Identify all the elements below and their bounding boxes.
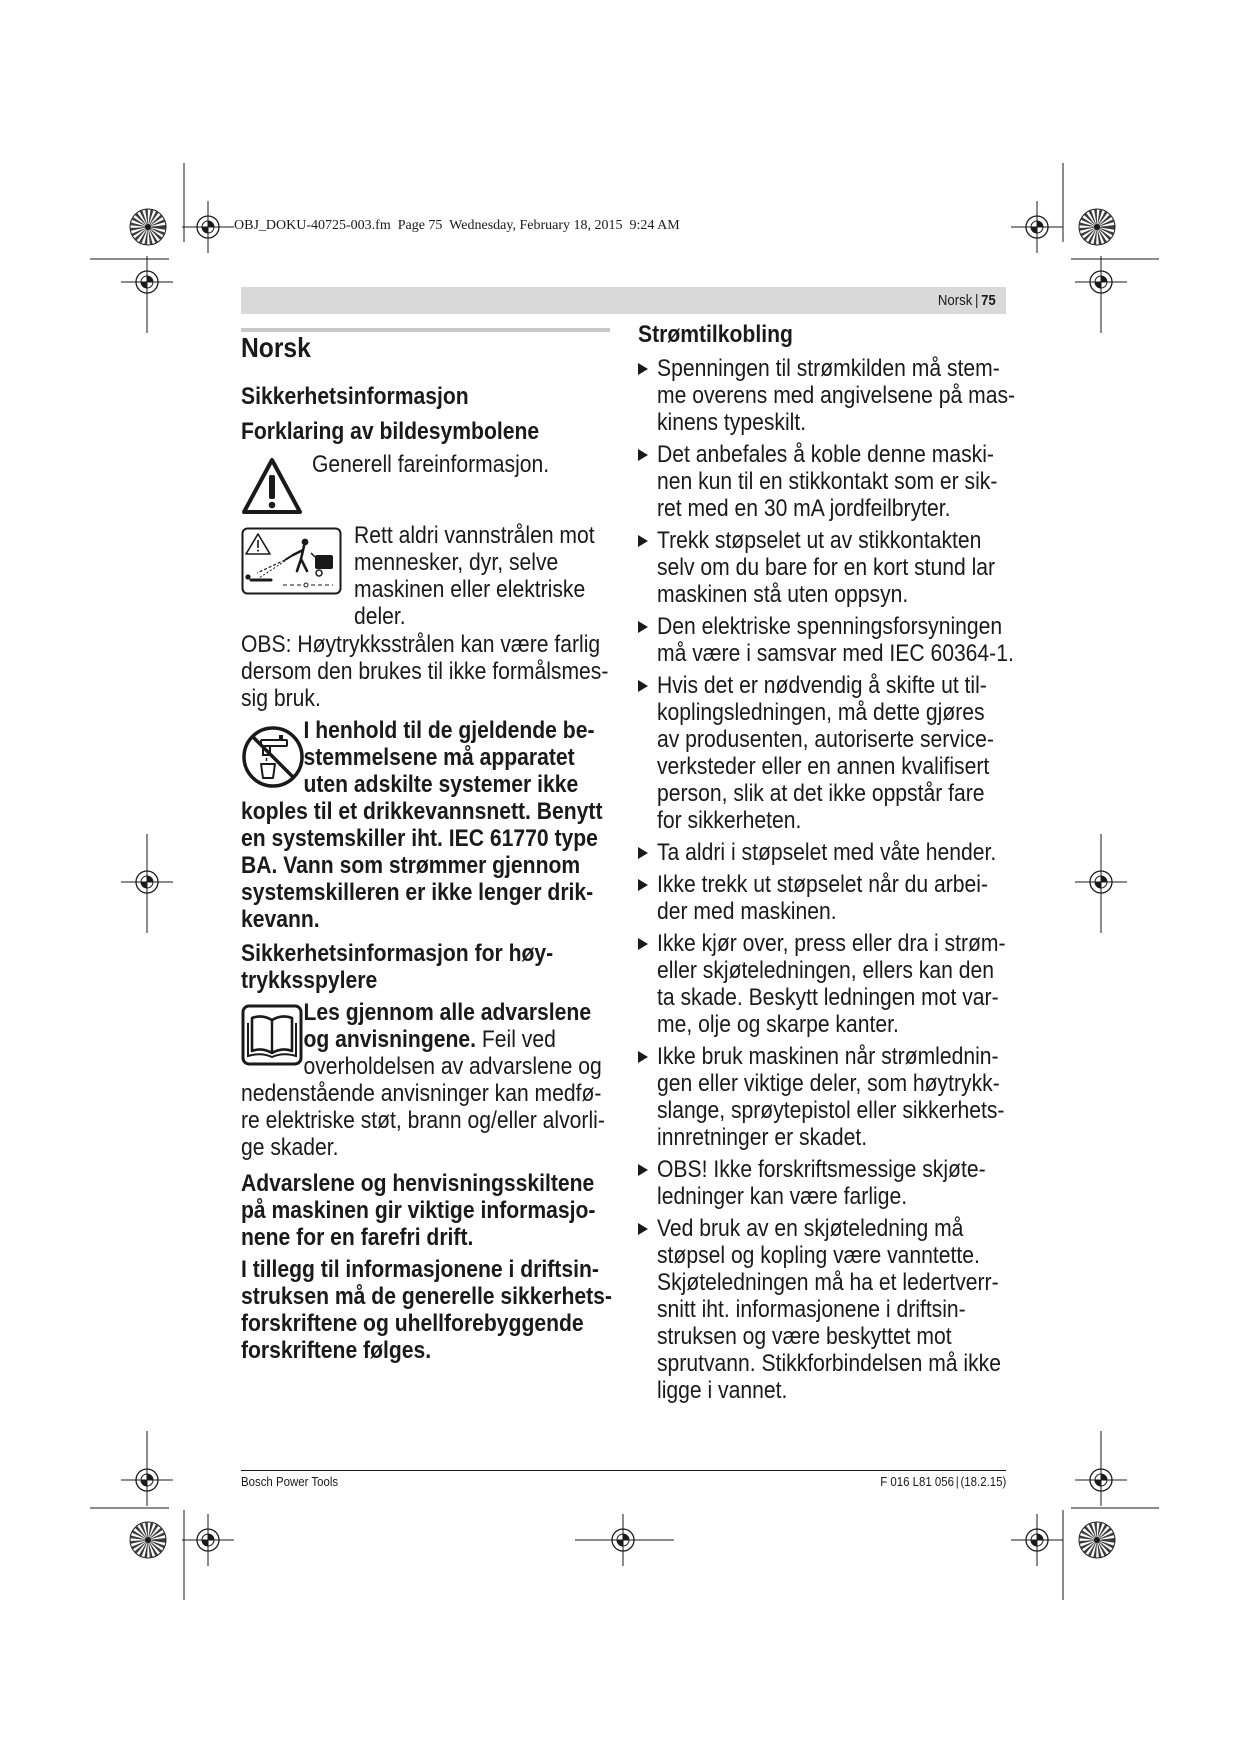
- text-line: innretninger er skadet.: [657, 1124, 868, 1151]
- text-line: OBS: Høytrykksstrålen kan være farlig: [241, 631, 601, 658]
- text-line: kinens typeskilt.: [657, 409, 807, 436]
- text-line: Trekk støpselet ut av stikkontakten: [657, 527, 982, 554]
- footer-doc-info: [880, 1474, 1006, 1490]
- text-line: stemmelsene må apparatet: [303, 744, 575, 771]
- text-line: trykksspylere: [241, 967, 378, 994]
- text-line: struksen må de generelle sikkerhets-: [241, 1283, 612, 1310]
- text-line: ta skade. Beskytt ledningen mot var-: [657, 984, 999, 1011]
- text-line: av produsenten, autoriserte service-: [657, 726, 994, 753]
- safety-heading-block: [241, 383, 610, 410]
- text-line: Ikke bruk maskinen når strømlednin-: [657, 1043, 999, 1070]
- header-section: Norsk: [938, 292, 973, 309]
- bold-phrase: og anvisningene.: [303, 1026, 476, 1053]
- safety-heading: Sikkerhetsinformasjon: [241, 383, 469, 410]
- power-connection-heading: Strømtilkobling: [638, 321, 793, 348]
- text-line: me overens med angivelsene på mas-: [657, 382, 1016, 409]
- running-header: [938, 287, 996, 314]
- high-pressure-safety-heading: [241, 940, 610, 994]
- footer-rule: [241, 1470, 1006, 1471]
- bullet-arrow-icon: [638, 449, 648, 461]
- registration-mark-icon: [182, 1514, 234, 1566]
- text-line: må være i samsvar med IEC 60364-1.: [657, 640, 1014, 667]
- bullet-arrow-icon: [638, 1223, 648, 1235]
- power-connection-heading-block: [638, 321, 1007, 348]
- bullet-arrow-icon: [638, 879, 648, 891]
- symbols-heading: Forklaring av bildesymbolene: [241, 418, 540, 445]
- text-line: maskinen eller elektriske: [354, 576, 586, 603]
- bullet-arrow-icon: [638, 938, 648, 950]
- drinking-water-notice: [241, 717, 610, 933]
- text-line: der med maskinen.: [657, 898, 837, 925]
- text-line: nene for en farefri drift.: [241, 1224, 474, 1251]
- color-control-wheel-icon: [130, 209, 166, 245]
- registration-mark-icon: [1075, 256, 1127, 308]
- page-title: Norsk: [241, 332, 311, 363]
- bullet-item: [638, 672, 1007, 834]
- bullet-item: [638, 441, 1007, 522]
- color-control-wheel-icon: [1079, 209, 1115, 245]
- additional-rules-paragraph: [241, 1256, 610, 1364]
- bullet-item: [638, 930, 1007, 1038]
- registration-mark-icon: [1075, 856, 1127, 908]
- text-line: Det anbefales å koble denne maski-: [657, 441, 994, 468]
- registration-mark-icon: [121, 256, 173, 308]
- general-warning-text: Generell fareinformasjon.: [312, 451, 550, 478]
- registration-mark-icon: [597, 1514, 649, 1566]
- bullet-item: [638, 613, 1014, 667]
- text-line: dersom den brukes til ikke formålsmes-: [241, 658, 609, 685]
- registration-mark-icon: [121, 1454, 173, 1506]
- text-line: deler.: [354, 603, 406, 630]
- bullet-arrow-icon: [638, 535, 648, 547]
- text-line: ret med en 30 mA jordfeilbryter.: [657, 495, 951, 522]
- text-line: BA. Vann som strømmer gjennom: [241, 852, 581, 879]
- symbols-heading-block: [241, 418, 610, 445]
- text-line: forskriftene og uhellforebyggende: [241, 1310, 584, 1337]
- footer-date: (18.2.15): [960, 1474, 1006, 1489]
- text-line: overholdelsen av advarslene og: [303, 1053, 602, 1080]
- bullet-arrow-icon: [638, 621, 648, 633]
- text-line: Ved bruk av en skjøteledning må: [657, 1215, 964, 1242]
- page-number: 75: [981, 292, 996, 309]
- bullet-arrow-icon: [638, 363, 648, 375]
- header-bar: [241, 287, 1006, 314]
- text-line: Ikke kjør over, press eller dra i strøm-: [657, 930, 1006, 957]
- text-line: uten adskilte systemer ikke: [303, 771, 579, 798]
- text-line: en systemskiller iht. IEC 61770 type: [241, 825, 598, 852]
- registration-mark-icon: [182, 201, 234, 253]
- text-line: person, slik at det ikke oppstår fare: [657, 780, 985, 807]
- bullet-arrow-icon: [638, 680, 648, 692]
- text-line: OBS! Ikke forskriftsmessige skjøte-: [657, 1156, 986, 1183]
- footer-separator: |: [955, 1474, 959, 1489]
- text-line: snitt iht. informasjonene i driftsin-: [657, 1296, 966, 1323]
- text-line: I tillegg til informasjonene i driftsin-: [241, 1256, 599, 1283]
- bullet-item: [638, 355, 1016, 436]
- text-line: forskriftene følges.: [241, 1337, 432, 1364]
- text-line: koples til et drikkevannsnett. Benytt: [241, 798, 603, 825]
- print-slug: OBJ_DOKU-40725-003.fm Page 75 Wednesday, February 18, 2015 9:24 AM: [234, 218, 680, 233]
- text-line: Advarslene og henvisningsskiltene: [241, 1170, 595, 1197]
- text-line: Spenningen til strømkilden må stem-: [657, 355, 1000, 382]
- header-separator: |: [975, 292, 979, 309]
- text-line: maskinen stå uten oppsyn.: [657, 581, 909, 608]
- water-jet-warning-icon: [241, 527, 342, 600]
- text-line: verksteder eller en annen kvalifisert: [657, 753, 990, 780]
- text-line: Den elektriske spenningsforsyningen: [657, 613, 1003, 640]
- bullet-item: [638, 527, 1007, 608]
- text-line: ledninger kan være farlige.: [657, 1183, 908, 1210]
- text-line: på maskinen gir viktige informasjo-: [241, 1197, 596, 1224]
- text-line: re elektriske støt, brann og/eller alvorli-: [241, 1107, 605, 1134]
- bullet-arrow-icon: [638, 1164, 648, 1176]
- footer-publisher: Bosch Power Tools: [241, 1474, 339, 1489]
- text-line: nen kun til en stikkontakt som er sik-: [657, 468, 998, 495]
- registration-mark-icon: [1011, 201, 1063, 253]
- bullet-item: [638, 1156, 1007, 1210]
- text-line: me, olje og skarpe kanter.: [657, 1011, 899, 1038]
- obs-paragraph: [241, 631, 610, 712]
- text-line: sprutvann. Stikkforbindelsen må ikke: [657, 1350, 1001, 1377]
- text-line: støpsel og kopling være vanntette.: [657, 1242, 980, 1269]
- power-connection-list: [638, 355, 1016, 1409]
- bullet-arrow-icon: [638, 1051, 648, 1063]
- read-warnings-paragraph: [241, 999, 610, 1161]
- text-line: Les gjennom alle advarslene: [303, 999, 592, 1026]
- regular-phrase: Feil ved: [481, 1026, 556, 1053]
- registration-mark-icon: [121, 856, 173, 908]
- registration-mark-icon: [1075, 1454, 1127, 1506]
- text-line: Ta aldri i støpselet med våte hender.: [657, 839, 997, 866]
- text-line: struksen og være beskyttet mot: [657, 1323, 952, 1350]
- bullet-item: [638, 1215, 1007, 1404]
- bullet-arrow-icon: [638, 847, 648, 859]
- color-control-wheel-icon: [130, 1522, 166, 1558]
- water-jet-warning-text: [354, 522, 610, 630]
- text-line: slange, sprøytepistol eller sikkerhets-: [657, 1097, 1005, 1124]
- text-line: kevann.: [241, 906, 320, 933]
- text-line: Skjøteledningen må ha et ledertverr-: [657, 1269, 999, 1296]
- bullet-item: [638, 1043, 1007, 1151]
- registration-mark-icon: [1011, 1514, 1063, 1566]
- text-line: I henhold til de gjeldende be-: [303, 717, 595, 744]
- text-line: Hvis det er nødvendig å skifte ut til-: [657, 672, 987, 699]
- text-line: nedenstående anvisninger kan medfø-: [241, 1080, 602, 1107]
- text-line: selv om du bare for en kort stund lar: [657, 554, 996, 581]
- bullet-item: [638, 839, 1007, 866]
- text-line: [241, 1026, 566, 1053]
- text-line: koplingsledningen, må dette gjøres: [657, 699, 985, 726]
- text-line: sig bruk.: [241, 685, 321, 712]
- text-line: mennesker, dyr, selve: [354, 549, 559, 576]
- footer-doc-code: F 016 L81 056: [879, 1474, 954, 1489]
- color-control-wheel-icon: [1079, 1522, 1115, 1558]
- text-line: ligge i vannet.: [657, 1377, 788, 1404]
- text-line: Rett aldri vannstrålen mot: [354, 522, 595, 549]
- text-line: for sikkerheten.: [657, 807, 802, 834]
- text-line: Ikke trekk ut støpselet når du arbei-: [657, 871, 989, 898]
- text-line: eller skjøteledningen, ellers kan den: [657, 957, 994, 984]
- general-warning-block: [312, 451, 610, 478]
- bullet-item: [638, 871, 1007, 925]
- text-line: ge skader.: [241, 1134, 339, 1161]
- warning-triangle-icon: [241, 456, 303, 521]
- signs-paragraph: [241, 1170, 610, 1251]
- text-line: systemskilleren er ikke lenger drik-: [241, 879, 594, 906]
- text-line: Sikkerhetsinformasjon for høy-: [241, 940, 554, 967]
- text-line: gen eller viktige deler, som høytrykk-: [657, 1070, 1000, 1097]
